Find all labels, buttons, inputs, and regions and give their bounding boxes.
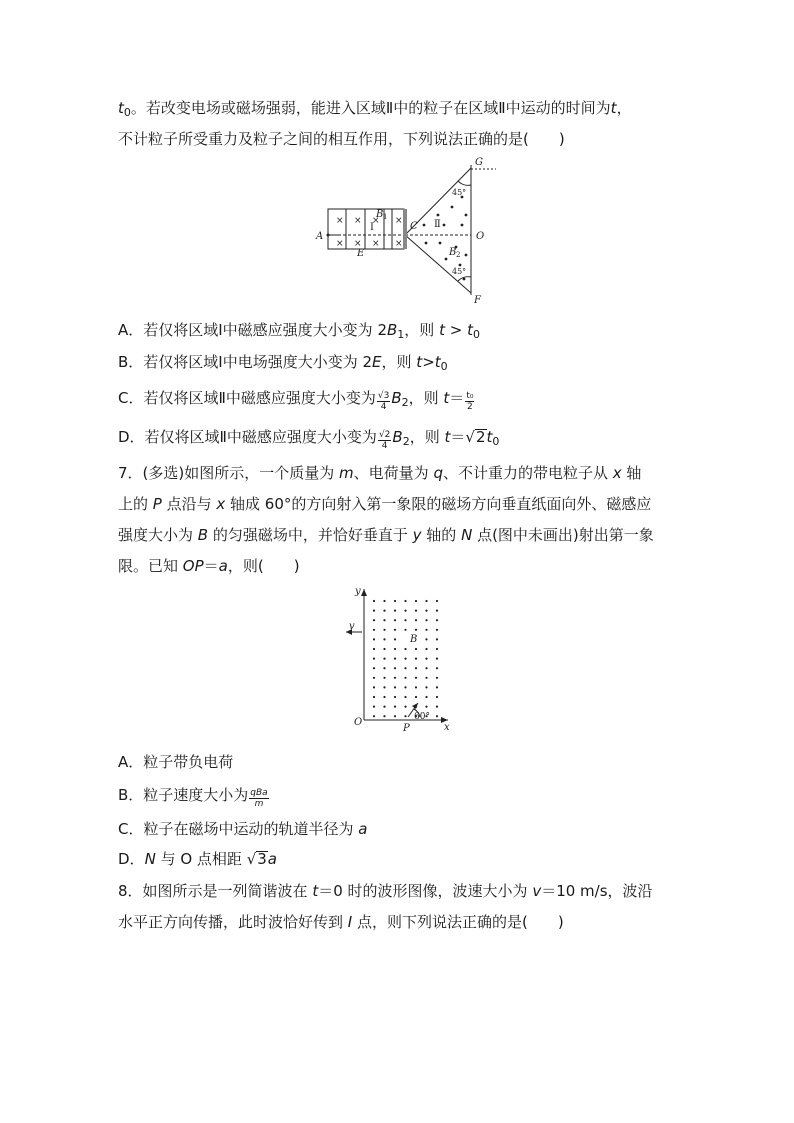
field-dot [394, 629, 396, 631]
label-O: O [476, 231, 485, 242]
svg-text:×: × [336, 216, 344, 226]
field-dot [404, 706, 406, 708]
field-dot [425, 610, 427, 612]
field-dot [404, 610, 406, 612]
origin-label: O [354, 717, 363, 728]
field-dot [383, 648, 385, 650]
field-dot [436, 667, 438, 669]
field-dot [404, 619, 406, 621]
field-dot [394, 600, 396, 602]
field-dot [425, 706, 427, 708]
field-dot [404, 677, 406, 679]
field-dot [404, 696, 406, 698]
field-dot [394, 619, 396, 621]
field-dot [383, 715, 385, 717]
field-dot [436, 600, 438, 602]
field-dot [415, 658, 417, 660]
velocity-label: v [349, 621, 355, 632]
field-dot [383, 696, 385, 698]
svg-text:×: × [372, 216, 380, 226]
field-dot [383, 629, 385, 631]
field-dot [425, 677, 427, 679]
angle-60-label: 60° [414, 712, 430, 722]
q6-line2: 不计粒子所受重力及粒子之间的相互作用，下列说法正确的是( ) [118, 130, 565, 148]
field-dot [373, 600, 375, 602]
axis-x-label: x [444, 722, 450, 733]
field-dot [383, 658, 385, 660]
field-dot [436, 619, 438, 621]
field-dot [425, 686, 427, 688]
q8-line2: 水平正方向传播，此时波恰好传到 I 点，则下列说法正确的是( ) [118, 913, 564, 931]
field-dot [436, 648, 438, 650]
field-dot [415, 648, 417, 650]
field-dot [425, 667, 427, 669]
region-I-label: Ⅰ [370, 222, 374, 233]
field-dot [404, 715, 406, 717]
field-dot [425, 629, 427, 631]
field-dot [404, 629, 406, 631]
label-E: E [357, 248, 365, 259]
svg-text:×: × [354, 216, 362, 226]
field-dot [383, 677, 385, 679]
field-dot [415, 696, 417, 698]
field-dot [425, 619, 427, 621]
label-B2: B [449, 247, 457, 258]
field-dot [415, 600, 417, 602]
field-dot [394, 706, 396, 708]
q6-option-a[interactable]: A．若仅将区域Ⅰ中磁感应强度大小变为 $2B_1$，则 $t > t_0$ [118, 321, 480, 341]
q7-option-d[interactable]: D．N 与 O 点相距 √3a [118, 850, 277, 868]
label-F: F [474, 295, 481, 305]
q7-line4: 限。已知 OP＝a，则( ) [118, 557, 300, 575]
q6-option-c[interactable]: C．若仅将区域Ⅱ中磁感应强度大小变为 $\frac{√3}{4}$ $B_2$，则 t＝ $\frac{\text{t₀}}{2}$ [118, 389, 474, 412]
field-dot [436, 715, 438, 717]
field-dot [404, 600, 406, 602]
field-dot [404, 686, 406, 688]
q6-line1: $t_0$。若改变电场或磁场强弱，能进入区域Ⅱ中的粒子在区域Ⅱ中运动的时间为t， [118, 99, 632, 119]
field-dot [383, 610, 385, 612]
q7-option-b[interactable]: B．粒子速度大小为 $\frac{\text{qBa}}{m}$ [118, 786, 268, 809]
field-dot [373, 667, 375, 669]
field-dot [436, 658, 438, 660]
label-A: A [316, 231, 324, 242]
field-dot [415, 667, 417, 669]
field-dot [415, 686, 417, 688]
field-dot [436, 686, 438, 688]
field-dot [373, 706, 375, 708]
axis-y-label: y [355, 586, 361, 597]
field-dot [425, 658, 427, 660]
field-dot [394, 686, 396, 688]
field-dot [415, 706, 417, 708]
field-dot [373, 715, 375, 717]
field-dot [415, 610, 417, 612]
field-dot [404, 667, 406, 669]
q6-option-d[interactable]: D．若仅将区域Ⅱ中磁感应强度大小变为 $\frac{√2}{4}$ $B_2$，则 $t=√2t_0$ [118, 428, 500, 451]
field-dot [383, 686, 385, 688]
q8-line1: 8．如图所示是一列简谐波在 t＝0 时的波形图像，波速大小为 v＝10 m/s，波沿 [118, 882, 653, 900]
svg-text:×: × [336, 239, 344, 249]
field-dot [373, 677, 375, 679]
field-dot [436, 638, 438, 640]
q6-option-b[interactable]: B．若仅将区域Ⅰ中电场强度大小变为 2E，则 $t>t_0$ [118, 353, 448, 373]
q6-figure [306, 155, 506, 305]
field-dot [425, 600, 427, 602]
field-dot [394, 610, 396, 612]
angle-bottom: 45° [452, 267, 467, 276]
field-B-label: B [410, 634, 418, 645]
svg-text:×: × [395, 239, 403, 249]
svg-text:2: 2 [456, 251, 461, 259]
field-dot [436, 696, 438, 698]
field-dot [394, 715, 396, 717]
field-dot [373, 619, 375, 621]
field-dot [394, 677, 396, 679]
field-dot [383, 619, 385, 621]
angle-top: 45° [452, 188, 467, 197]
q7-figure [336, 585, 466, 735]
field-dot [404, 658, 406, 660]
field-dot [373, 696, 375, 698]
field-dot [394, 658, 396, 660]
field-dot [415, 629, 417, 631]
field-dot [425, 638, 427, 640]
field-dot [383, 667, 385, 669]
field-dot [373, 638, 375, 640]
field-dot [373, 686, 375, 688]
field-dot [373, 629, 375, 631]
field-dot [425, 648, 427, 650]
region-II-label: Ⅱ [434, 219, 441, 230]
field-dot [436, 677, 438, 679]
field-dot [373, 648, 375, 650]
label-B1: B [376, 209, 384, 220]
field-dot [394, 667, 396, 669]
field-dot [436, 629, 438, 631]
plate-hatch [403, 209, 407, 249]
field-dot [436, 610, 438, 612]
field-dot [373, 610, 375, 612]
svg-text:×: × [395, 216, 403, 226]
svg-text:×: × [354, 239, 362, 249]
field-dot [383, 600, 385, 602]
field-dot [373, 658, 375, 660]
label-C: C [410, 221, 418, 232]
svg-text:×: × [372, 239, 380, 249]
field-dot [415, 619, 417, 621]
field-dot [394, 638, 396, 640]
field-dot [383, 706, 385, 708]
field-dot [394, 648, 396, 650]
svg-text:1: 1 [383, 213, 388, 221]
point-P-label: P [403, 723, 410, 734]
field-dot [394, 696, 396, 698]
q7-option-a[interactable]: A．粒子带负电荷 [118, 753, 234, 771]
field-dot [436, 706, 438, 708]
field-dot [404, 648, 406, 650]
field-dot [425, 696, 427, 698]
q7-line2: 上的 P 点沿与 x 轴成 60°的方向射入第一象限的磁场方向垂直纸面向外、磁感应 [118, 495, 652, 513]
q7-option-c[interactable]: C．粒子在磁场中运动的轨道半径为 a [118, 820, 368, 838]
q7-line1: 7．(多选)如图所示，一个质量为 m、电荷量为 q、不计重力的带电粒子从 x 轴 [118, 464, 642, 482]
field-dot [383, 638, 385, 640]
label-G: G [475, 157, 483, 168]
field-dot [415, 677, 417, 679]
q7-line3: 强度大小为 B 的匀强磁场中，并恰好垂直于 y 轴的 N 点(图中未画出)射出第一象 [118, 526, 654, 544]
